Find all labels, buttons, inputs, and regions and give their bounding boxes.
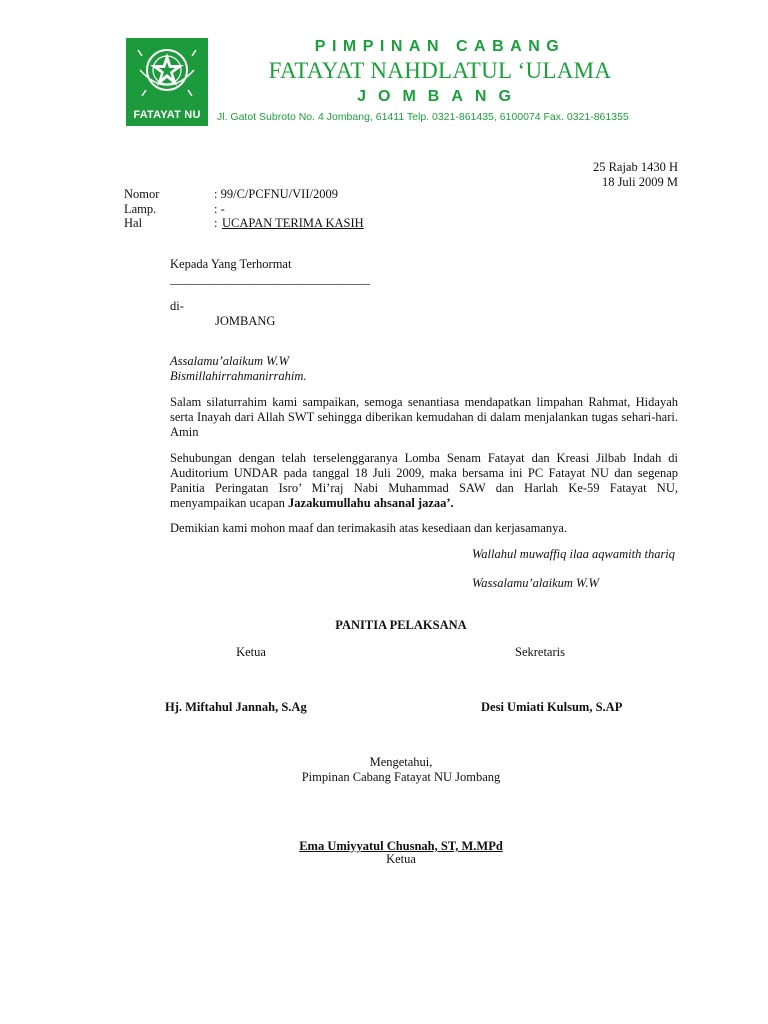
header-org-name: FATAYAT NAHDLATUL ‘ULAMA xyxy=(268,58,612,83)
body-paragraph-2-bold: Jazakumullahu ahsanal jazaa’. xyxy=(288,496,454,510)
logo-caption: FATAYAT NU xyxy=(133,109,201,121)
date-hijri: 25 Rajab 1430 H xyxy=(592,160,678,174)
nomor-label: Nomor xyxy=(124,187,160,201)
lamp-label: Lamp. xyxy=(124,202,157,216)
head-signer-role: Ketua xyxy=(386,852,416,866)
hal-colon: : xyxy=(214,216,218,230)
header-branch-title: PIMPINAN CABANG xyxy=(314,38,566,55)
fatayat-nu-logo xyxy=(126,38,208,126)
committee-title: PANITIA PELAKSANA xyxy=(335,618,467,632)
date-gregorian: 18 Juli 2009 M xyxy=(601,175,678,189)
head-signer-name: Ema Umiyyatul Chusnah, ST, M.MPd xyxy=(299,839,503,853)
recipient-city: JOMBANG xyxy=(215,314,276,328)
nomor-value: : 99/C/PCFNU/VII/2009 xyxy=(214,187,338,201)
left-signer-role: Ketua xyxy=(236,645,266,659)
recipient-salutation: Kepada Yang Terhormat xyxy=(170,257,292,271)
body-paragraph-3: Demikian kami mohon maaf dan terimakasih atas kesediaan dan kerjasamanya. xyxy=(170,521,568,535)
body-paragraph-2-text: Sehubungan dengan telah terselenggaranya Lomba Senam Fatayat dan Kreasi Jilbab Indah di Auditorium UNDAR pada tanggal 18 Juli 2009, maka bersama ini PC Fatayat NU dan segenap Panitia Peringatan Isro’ Mi’raj Nabi Muhammad SAW dan Harlah Ke-59 Fatayat NU, menyampaikan ucapan xyxy=(170,451,678,510)
header-address: Jl. Gatot Subroto No. 4 Jombang, 61411 Telp. 0321-861435, 6100074 Fax. 0321-861355 xyxy=(217,111,629,123)
greeting-salam: Assalamu’alaikum W.W xyxy=(170,354,289,368)
right-signer-name: Desi Umiati Kulsum, S.AP xyxy=(481,700,623,714)
acknowledgement-org: Pimpinan Cabang Fatayat NU Jombang xyxy=(301,770,501,784)
recipient-blank-line: ________________________________ xyxy=(170,272,370,286)
greeting-basmalah: Bismillahirrahmanirrahim. xyxy=(170,369,307,383)
closing-salam: Wassalamu’alaikum W.W xyxy=(472,576,599,590)
acknowledgement-label: Mengetahui, xyxy=(369,755,433,769)
hal-label: Hal xyxy=(124,216,143,230)
body-paragraph-1: Salam silaturrahim kami sampaikan, semoga senantiasa mendapatkan limpahan Rahmat, Hidayah serta Inayah dari Allah SWT sehingga diberikan kemudahan di dalam menjalankan tugas sehari-hari. Amin xyxy=(170,395,678,439)
header-city: JOMBANG xyxy=(357,88,523,105)
body-paragraph-2 xyxy=(170,451,678,511)
right-signer-role: Sekretaris xyxy=(515,645,565,659)
lamp-value: : - xyxy=(214,202,225,216)
recipient-di: di- xyxy=(170,299,184,313)
hal-value: UCAPAN TERIMA KASIH xyxy=(222,216,364,230)
left-signer-name: Hj. Miftahul Jannah, S.Ag xyxy=(165,700,307,714)
closing-doa: Wallahul muwaffiq ilaa aqwamith thariq xyxy=(472,547,676,561)
